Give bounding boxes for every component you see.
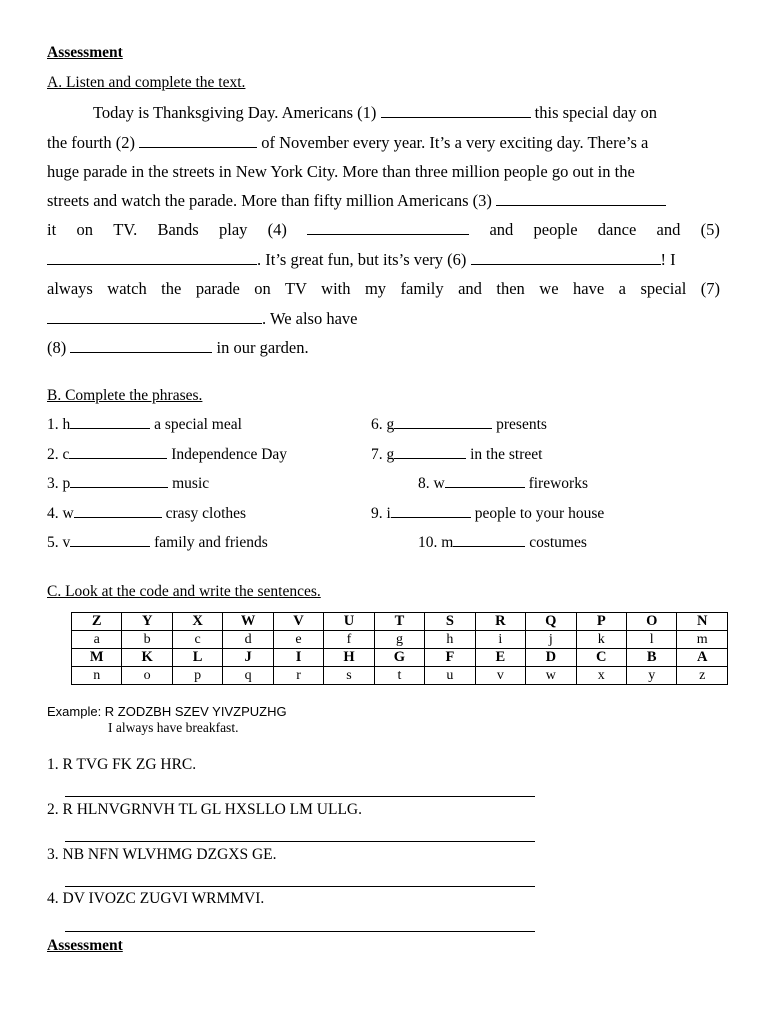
phrase-item [418,475,588,493]
code-cell: A [677,649,728,667]
code-cell: t [374,667,424,685]
code-question-3: 3. NB NFN WLVHMG DZGXS GE. [47,846,277,863]
code-cell: m [677,631,728,649]
text-segment: (8) [47,338,71,357]
example-code: Example: R ZODZBH SZEV YIVZPUZHG [47,704,287,719]
phrase-item [47,416,242,434]
text-segment: on [76,220,93,239]
phrase-item [371,446,542,464]
text-segment: (5) [700,220,720,239]
section-b-title: B. Complete the phrases. [47,387,203,404]
phrase-prefix: 6. g [371,416,395,433]
text-segment: . It’s great fun, but its’s very (6) [257,250,471,269]
text-line-9 [47,338,720,358]
answer-line-2[interactable] [65,841,535,842]
phrase-prefix: 5. v [47,534,71,551]
code-cell: g [374,631,424,649]
code-cell: P [576,613,626,631]
code-cell: R [475,613,525,631]
code-cell: J [223,649,273,667]
blank-3[interactable] [496,193,666,206]
answer-line-4[interactable] [65,931,535,932]
code-cell: I [273,649,323,667]
code-cell: j [526,631,576,649]
code-cell: Z [72,613,122,631]
phrase-suffix: costumes [525,534,587,551]
code-cell: L [172,649,222,667]
text-segment: in our garden. [212,338,309,357]
text-segment: people [533,220,578,239]
phrase-blank[interactable] [70,475,168,488]
code-cell: Y [122,613,172,631]
phrase-suffix: presents [492,416,547,433]
code-cell: d [223,631,273,649]
code-cell: U [324,613,374,631]
code-cell: X [172,613,222,631]
code-question-2: 2. R HLNVGRNVH TL GL HXSLLO LM ULLG. [47,801,363,818]
code-cell: M [72,649,122,667]
code-cell: N [677,613,728,631]
phrase-prefix: 4. w [47,505,74,522]
phrase-blank[interactable] [69,446,167,459]
text-line-4 [47,191,720,211]
code-cell: H [324,649,374,667]
code-cell: n [72,667,122,685]
text-line-7: always watch the parade on TV with my family and then we have a special (7) [47,279,720,298]
code-cell: k [576,631,626,649]
text-segment: Bands [157,220,199,239]
phrase-blank[interactable] [74,505,162,518]
text-line-8 [47,309,720,329]
code-table-row [72,613,728,631]
footer-heading: Assessment [47,937,123,954]
code-cell: C [576,649,626,667]
text-segment: dance [597,220,637,239]
code-cell: V [273,613,323,631]
code-cell: O [626,613,676,631]
code-cell: s [324,667,374,685]
blank-7[interactable] [47,311,262,324]
phrase-prefix: 2. c [47,446,70,463]
text-segment: . We also have [262,309,358,328]
code-cell: b [122,631,172,649]
code-cell: E [475,649,525,667]
answer-line-1[interactable] [65,796,535,797]
text-segment: ! I [660,250,676,269]
text-segment: (4) [267,220,287,239]
code-cell: W [223,613,273,631]
code-cell: K [122,649,172,667]
phrase-item [47,505,246,523]
code-cell: G [374,649,424,667]
phrase-item [47,534,268,552]
code-cell: v [475,667,525,685]
code-cell: c [172,631,222,649]
phrase-item [371,505,604,523]
code-cell: r [273,667,323,685]
code-cell: p [172,667,222,685]
phrase-suffix: music [168,475,210,492]
phrase-suffix: crasy clothes [161,505,247,522]
text-segment: of November every year. It’s a very exciting day. There’s a [257,133,649,152]
phrase-blank[interactable] [391,505,471,518]
code-table-row [72,649,728,667]
text-segment: play [218,220,248,239]
phrase-suffix: in the street [466,446,543,463]
phrase-blank[interactable] [453,534,525,547]
code-cell: T [374,613,424,631]
phrase-suffix: people to your house [470,505,605,522]
page-title: Assessment [47,44,123,61]
code-question-1: 1. R TVG FK ZG HRC. [47,756,197,773]
text-segment: the fourth (2) [47,133,140,152]
text-segment: Today is Thanksgiving Day. Americans (1) [93,103,381,122]
phrase-prefix: 10. m [418,534,454,551]
phrase-item [418,534,587,552]
code-cell: B [626,649,676,667]
phrase-item [371,416,547,434]
blank-6[interactable] [471,252,661,265]
phrase-prefix: 7. g [371,446,395,463]
phrase-suffix: Independence Day [167,446,288,463]
blank-5[interactable] [47,252,257,265]
text-line-2 [47,133,720,153]
code-cell: a [72,631,122,649]
blank-1[interactable] [381,105,531,118]
phrase-prefix: 1. h [47,416,71,433]
text-segment: streets and watch the parade. More than fifty million Americans (3) [47,191,497,210]
text-segment: this special day on [530,103,658,122]
section-a-title: A. Listen and complete the text. [47,74,246,91]
code-cell: o [122,667,172,685]
text-line-5 [47,220,720,240]
text-segment: it [47,220,57,239]
code-cell: z [677,667,728,685]
code-table [71,612,728,685]
code-cell: x [576,667,626,685]
code-cell: S [425,613,475,631]
blank-8[interactable] [70,340,212,353]
phrase-item [47,475,209,493]
text-line-6 [47,250,720,270]
phrase-prefix: 9. i [371,505,391,522]
blank-4[interactable] [307,222,469,235]
code-cell: D [526,649,576,667]
code-table-row [72,667,728,685]
text-segment: and [489,220,514,239]
code-table-row [72,631,728,649]
phrase-suffix: family and friends [150,534,268,551]
code-cell: h [425,631,475,649]
phrase-blank[interactable] [70,534,150,547]
phrase-suffix: a special meal [150,416,242,433]
code-cell: l [626,631,676,649]
code-cell: y [626,667,676,685]
phrase-suffix: fireworks [524,475,588,492]
text-line-3: huge parade in the streets in New York City. More than three million people go out in the [47,162,635,181]
code-cell: e [273,631,323,649]
section-c-title: C. Look at the code and write the sentences. [47,583,321,600]
code-cell: F [425,649,475,667]
code-cell: i [475,631,525,649]
answer-line-3[interactable] [65,886,535,887]
phrase-blank[interactable] [445,475,525,488]
text-segment: and [656,220,681,239]
phrase-prefix: 3. p [47,475,71,492]
code-question-4: 4. DV IVOZC ZUGVI WRMMVI. [47,890,265,907]
code-cell: q [223,667,273,685]
phrase-item [47,446,287,464]
code-cell: f [324,631,374,649]
text-segment: TV. [113,220,138,239]
phrase-blank[interactable] [70,416,150,429]
phrase-blank[interactable] [394,416,492,429]
phrase-prefix: 8. w [418,475,445,492]
blank-2[interactable] [139,135,257,148]
code-cell: u [425,667,475,685]
text-line-1 [47,103,720,123]
code-cell: Q [526,613,576,631]
code-cell: w [526,667,576,685]
phrase-blank[interactable] [394,446,466,459]
example-answer: I always have breakfast. [108,720,239,735]
